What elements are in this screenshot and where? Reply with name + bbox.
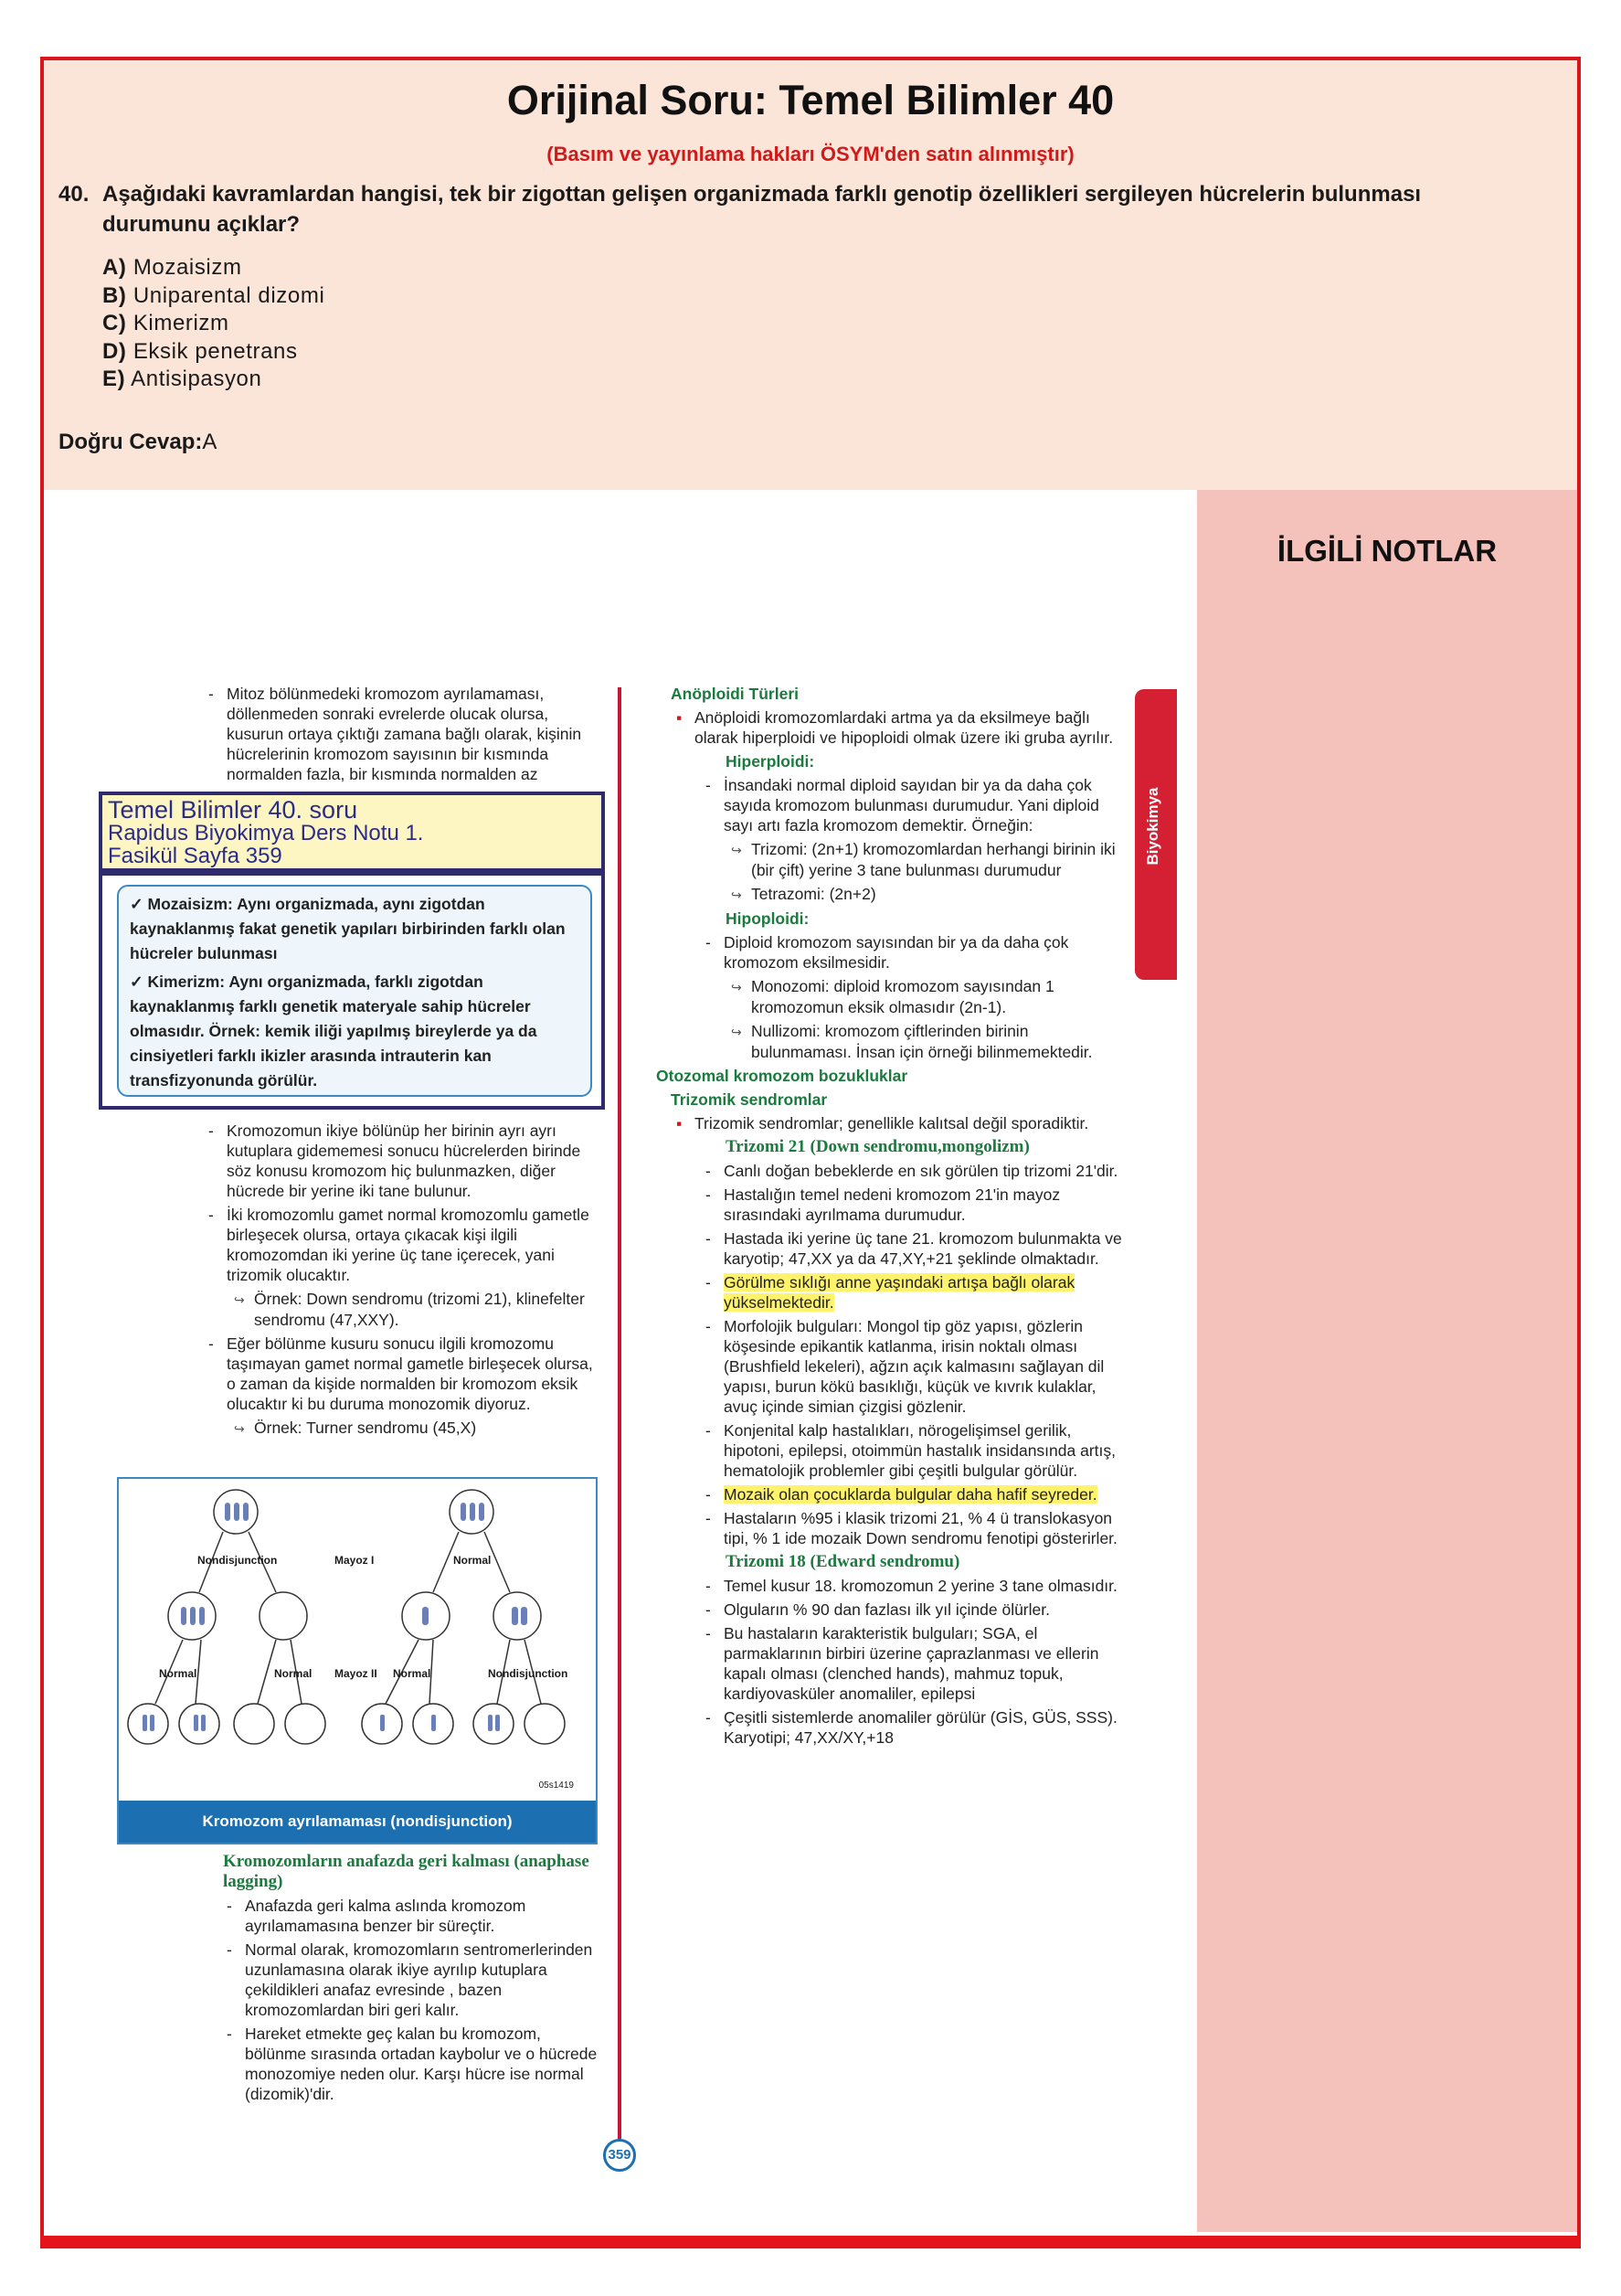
t21-item-8: - Hastaların %95 i klasik trizomi 21, % 4 ü translokasyon tipi, % 1 ide mozaik Down sendromu fenotipi gösterirler. (702, 1508, 1124, 1548)
label-normal-1: Normal (159, 1667, 197, 1680)
t18-item-1: - Temel kusur 18. kromozomun 2 yerine 3 tane olmasıdır. (702, 1576, 1124, 1596)
label-nondisjunction-2: Nondisjunction (488, 1667, 568, 1680)
hiperploidi-heading: Hiperploidi: (726, 752, 815, 771)
turner-example: ↪ Örnek: Turner sendromu (45,X) (205, 1418, 603, 1439)
figure-code: 05s1419 (538, 1780, 574, 1791)
t21-highlight-1: Görülme sıklığı anne yaşındaki artışa bağlı olarak yükselmektedir. (724, 1273, 1075, 1312)
label-mayoz-1: Mayoz I (334, 1554, 375, 1567)
notes-title: İLGİLİ NOTLAR (1277, 534, 1498, 568)
option-c: C) Kimerizm (102, 311, 229, 335)
side-tab-label: Biyokimya (1144, 787, 1161, 866)
callout-line-1: Temel Bilimler 40. soru (108, 796, 358, 824)
subject-side-tab (1135, 689, 1177, 980)
column-divider (618, 687, 621, 2159)
anoploidi-heading: Anöploidi Türleri (671, 685, 799, 703)
t21-highlight-2: Mozaik olan çocuklarda bulgular daha hafif seyreder. (724, 1485, 1097, 1504)
page-title: Orijinal Soru: Temel Bilimler 40 (506, 77, 1115, 123)
down-example: ↪ Örnek: Down sendromu (trizomi 21), klinefelter sendromu (47,XXY). (205, 1289, 603, 1330)
lagging-heading: Kromozomların anafazda geri kalması (anaphase lagging) (223, 1852, 589, 1891)
nondisjunction-diagram (119, 1479, 596, 1802)
hiperploidi-text: - İnsandaki normal diploid sayıdan bir ya da daha çok sayıda kromozom bulunması durumudur. Yani diploid sayı artı fazla kromozom demektir. Örneğin: (702, 775, 1124, 835)
t18-item-4: - Çeşitli sistemlerde anomaliler görülür (GİS, GÜS, SSS). Karyotipi; 47,XX/XY,+18 (702, 1707, 1124, 1748)
bottom-bar (40, 2236, 1581, 2248)
label-normal-2: Normal (274, 1667, 313, 1680)
notes-panel (1197, 490, 1577, 2232)
left-column-top (205, 684, 603, 788)
label-mayoz-2: Mayoz II (334, 1667, 377, 1680)
trizomi-item: ↪ Trizomi: (2n+1) kromozomlardan herhangi birinin iki (bir çift) yerine 3 tane bulunması durumudur (702, 839, 1124, 880)
callout-line-2: Rapidus Biyokimya Ders Notu 1. (108, 821, 424, 845)
trizomi21-heading: Trizomi 21 (Down sendromu,mongolizm) (726, 1137, 1030, 1156)
t21-item-7 (702, 1484, 1124, 1504)
question-panel (44, 60, 1577, 490)
option-a: A) Mozaisizm (102, 255, 242, 280)
t21-item-2: - Hastalığın temel nedeni kromozom 21'in mayoz sırasındaki ayrılmama durumudur. (702, 1185, 1124, 1225)
question-number: 40. (58, 182, 90, 207)
kimerizm-definition: ✓ Kimerizm: Aynı organizmada, farklı zigotdan kaynaklanmış farklı genetik materyale sahip hücreler olmasıdır. Örnek: kemik iliği yapılmış bireylerde ya da cinsiyetleri farklı ikizler arasında intrauterin kan transfizyonunda görülür. (130, 973, 537, 1090)
hipoploidi-text: - Diploid kromozom sayısından bir ya da daha çok kromozom eksilmesidir. (702, 932, 1124, 973)
copyright-note: (Basım ve yayınlama hakları ÖSYM'den satın alınmıştır) (546, 143, 1075, 165)
t18-item-2: - Olguların % 90 dan fazlası ilk yıl içinde ölürler. (702, 1600, 1124, 1620)
tetrazomi-item: ↪ Tetrazomi: (2n+2) (702, 884, 1124, 905)
monozomik-paragraph: - Eğer bölünme kusuru sonucu ilgili kromozomu taşımayan gamet normal gametle birleşecek olursa, o zaman da kişide normalden bir kromozom eksik olucaktır ki bu duruma monozomik diyoruz. (205, 1334, 603, 1414)
t21-item-4 (702, 1272, 1124, 1313)
trizomi18-heading: Trizomi 18 (Edward sendromu) (726, 1552, 960, 1571)
nondisjunction-figure (117, 1477, 598, 1844)
correct-answer: Doğru Cevap:A (58, 430, 217, 454)
nullizomi-item: ↪ Nullizomi: kromozom çiftlerinden birinin bulunmaması. İnsan için örneği bilinmemektedir. (702, 1021, 1124, 1062)
question-stem (58, 179, 1520, 239)
option-e: E) Antisipasyon (102, 367, 262, 391)
t18-item-3: - Bu hastaların karakteristik bulguları; SGA, el parmaklarının birbiri üzerine çaprazlanması ve ellerin kapalı olması (clenched hands), mahmuz topuk, kardiyovasküler anomaliler, epilepsi (702, 1623, 1124, 1704)
label-normal-top: Normal (453, 1554, 492, 1567)
label-normal-3: Normal (393, 1667, 431, 1680)
right-column (656, 684, 1124, 1751)
option-b: B) Uniparental dizomi (102, 282, 325, 308)
t21-item-1: - Canlı doğan bebeklerde en sık görülen tip trizomi 21'dir. (702, 1161, 1124, 1181)
trizomik-text: ▪ Trizomik sendromlar; genellikle kalıtsal değil sporadiktir. (671, 1113, 1124, 1133)
lagging-paragraph-3: - Hareket etmekte geç kalan bu kromozom, bölünme sırasında ortadan kaybolur ve o hücrede monozomiye neden olur. Karşı hücre ise normal (dizomik)'dir. (223, 2024, 603, 2104)
anoploidi-text: ▪ Anöploidi kromozomlardaki artma ya da eksilmeye bağlı olarak hiperploidi ve hipoploidi olmak üzere iki gruba ayrılır. (671, 707, 1124, 748)
left-column-middle (205, 1121, 603, 1442)
callout-line-3: Fasikül Sayfa 359 (108, 844, 282, 868)
definition-inner (117, 885, 592, 1097)
reference-callout (99, 792, 605, 872)
figure-caption: Kromozom ayrılamaması (nondisjunction) (119, 1801, 596, 1843)
mozaisizm-definition: ✓ Mozaisizm: Aynı organizmada, aynı zigotdan kaynaklanmış fakat genetik yapıları birbirinden farklı olan hücreler bulunması (130, 895, 566, 962)
otozomal-heading: Otozomal kromozom bozukluklar (656, 1067, 908, 1085)
question-text: Aşağıdaki kavramlardan hangisi, tek bir zigottan gelişen organizmada farklı genotip özellikleri sergileyen hücrelerin bulunması durumunu açıklar? (102, 182, 1422, 237)
kromozom-paragraph: - Kromozomun ikiye bölünüp her birinin ayrı ayrı kutuplara gidememesi sonucu hücrelerden birinde söz konusu kromozom hiç bulunmazken, diğer hücrede bir yerine iki tane bulunur. (205, 1121, 603, 1201)
label-nondisjunction-1: Nondisjunction (197, 1554, 278, 1567)
answer-options (102, 254, 324, 394)
monozomi-item: ↪ Monozomi: diploid kromozom sayısından 1 kromozomun eksik olmasıdır (2n-1). (702, 976, 1124, 1017)
trizomik-heading: Trizomik sendromlar (671, 1090, 828, 1109)
gamet-paragraph: - İki kromozomlu gamet normal kromozomlu gametle birleşecek olursa, ortaya çıkacak kişi ilgili kromozomdan iki yerine üç tane içerecek, yani trizomik olucaktır. (205, 1205, 603, 1285)
option-d: D) Eksik penetrans (102, 338, 298, 364)
t21-item-6: - Konjenital kalp hastalıkları, nörogelişimsel gerilik, hipotoni, epilepsi, otoimmün hastalık insidansında artış, hematolojik problemler gibi çeşitli bulgular görülür. (702, 1420, 1124, 1481)
textbook-page (44, 490, 1197, 2232)
lagging-paragraph-2: - Normal olarak, kromozomların sentromerlerinden uzunlamasına olarak ikiye ayrılıp kutuplara çekildikleri anafaz evresinde , bazen kromozomlardan biri geri kalır. (223, 1940, 603, 2020)
hipoploidi-heading: Hipoploidi: (726, 909, 810, 928)
mitoz-paragraph: - Mitoz bölünmedeki kromozom ayrılamaması, döllenmeden sonraki evrelerde olucak olursa, kusurun ortaya çıktığı zamana bağlı olarak, kişinin hücrelerinin kromozom sayısının bir kısmında normalden fazla, bir kısmında normalden az (205, 684, 603, 784)
left-column-bottom (223, 1852, 603, 2108)
lagging-paragraph-1: - Anafazda geri kalma aslında kromozom ayrılamamasına benzer bir süreçtir. (223, 1896, 603, 1936)
definition-box (99, 872, 605, 1110)
t21-item-5: - Morfolojik bulguları: Mongol tip göz yapısı, gözlerin köşesinde epikantik katlanma, irisin noktalı olması (Brushfield lekeleri), ağzın açık kalmasını sağlayan dil yapısı, burun kökü basıklığı, küçük ve kıvrık kulaklar, avuç içinde simian çizgisi gözlenir. (702, 1316, 1124, 1417)
page-number: 359 (603, 2139, 636, 2172)
t21-item-3: - Hastada iki yerine üç tane 21. kromozom bulunmakta ve karyotip; 47,XX ya da 47,XY,+21 şeklinde olmaktadır. (702, 1228, 1124, 1269)
